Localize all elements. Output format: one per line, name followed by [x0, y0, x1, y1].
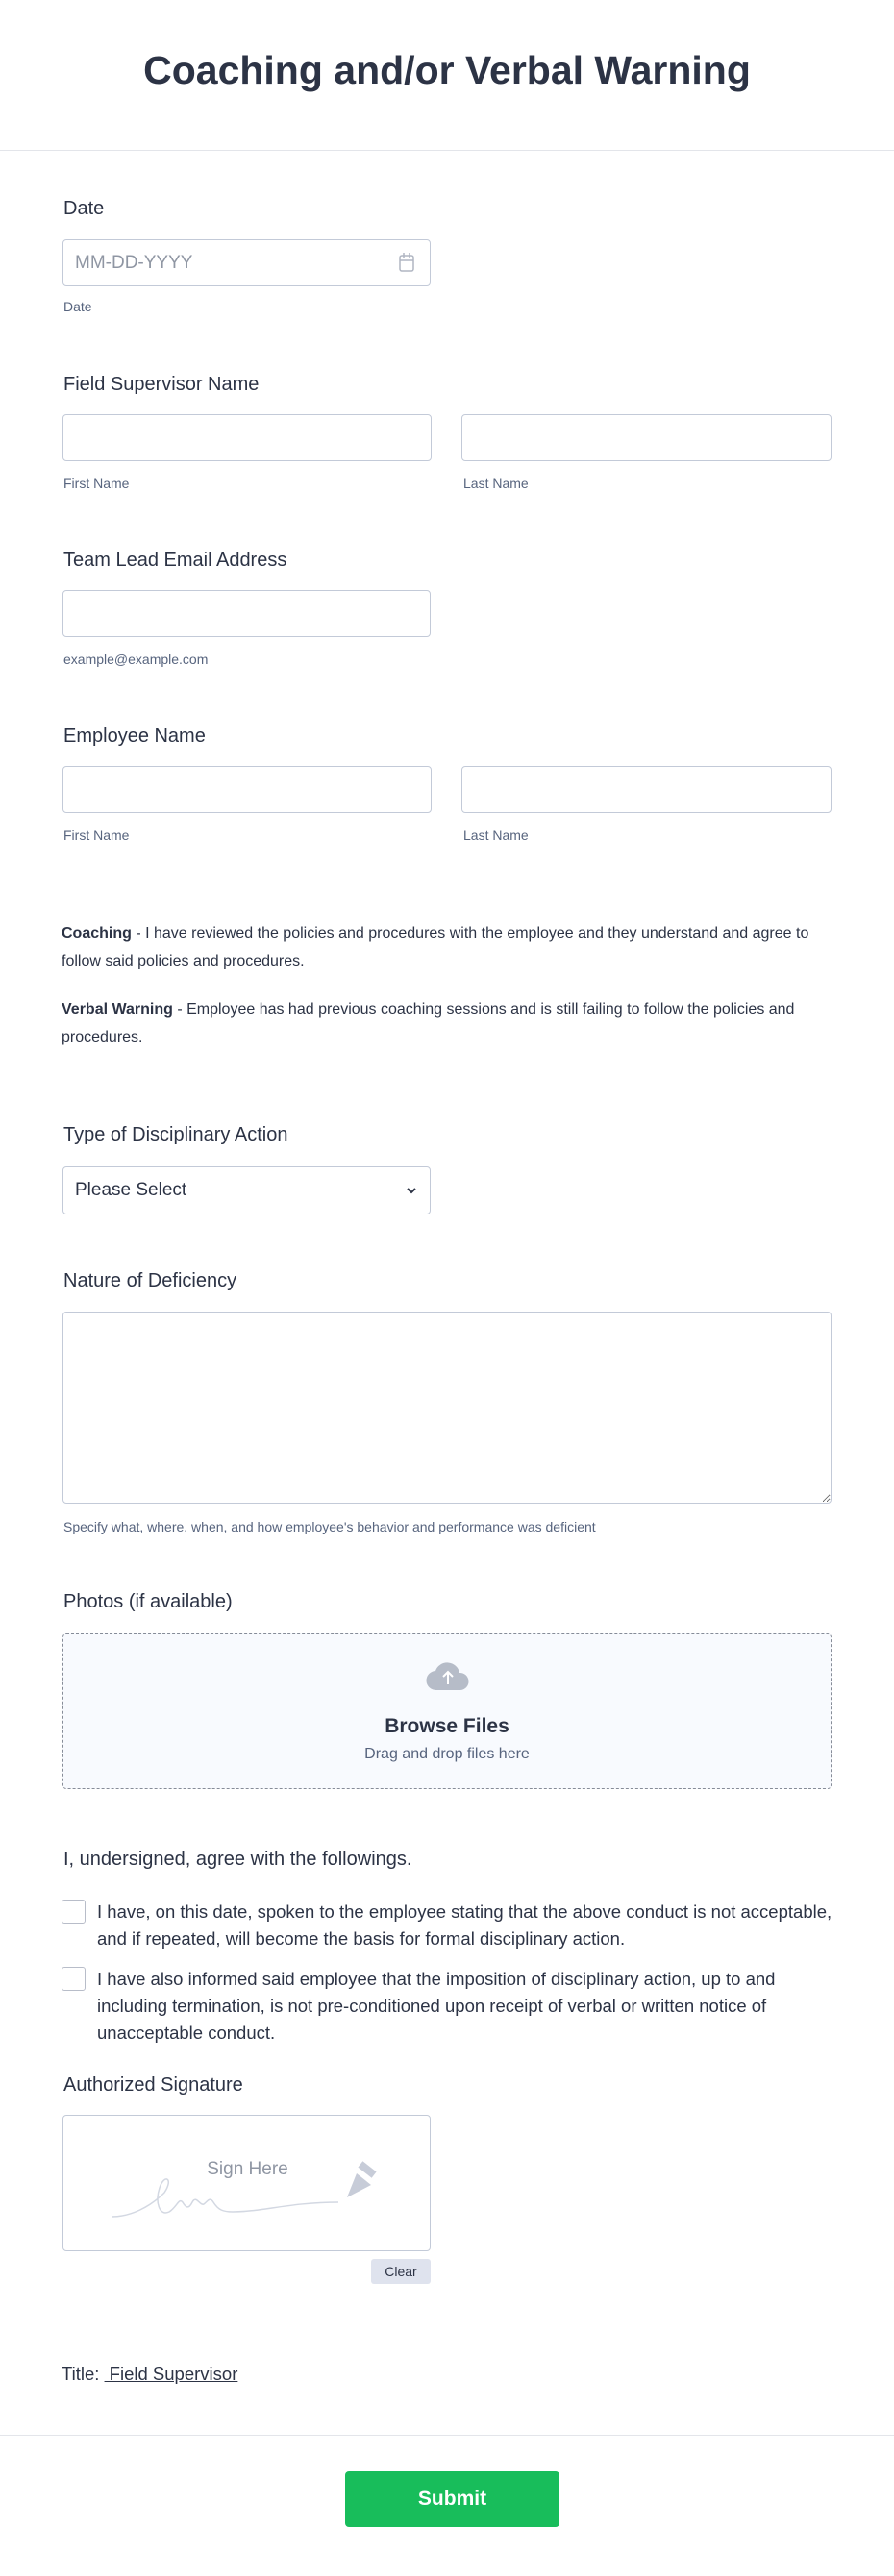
agree-option-1: I have, on this date, spoken to the employee stating that the above conduct is not acceptable, and if repeated, will become the basis for formal disciplinary action. [97, 1901, 832, 1949]
agree-checkbox-1[interactable] [62, 1900, 86, 1924]
clear-signature-button[interactable]: Clear [371, 2259, 431, 2284]
date-label: Date [63, 198, 105, 219]
first-name-sublabel: First Name [63, 827, 130, 843]
employee-first-name-input[interactable] [62, 766, 432, 813]
title-value: Field Supervisor [104, 2364, 238, 2384]
deficiency-textarea[interactable] [62, 1312, 832, 1504]
page-title: Coaching and/or Verbal Warning [143, 48, 751, 92]
first-name-sublabel: First Name [63, 476, 130, 491]
email-input[interactable] [62, 590, 431, 637]
signature-label: Authorized Signature [63, 2074, 243, 2096]
action-select[interactable] [62, 1166, 431, 1214]
footer-divider [0, 2435, 894, 2436]
browse-files-button[interactable]: Browse Files [385, 1715, 509, 1737]
supervisor-last-name-input[interactable] [461, 414, 832, 461]
submit-button[interactable]: Submit [345, 2471, 559, 2527]
coaching-description [62, 920, 831, 975]
agree-label: I, undersigned, agree with the followings. [63, 1849, 412, 1870]
coaching-term: Coaching [62, 925, 132, 942]
file-dropzone[interactable] [62, 1633, 832, 1789]
verbal-warning-description [62, 995, 831, 1051]
chevron-down-icon [405, 1186, 418, 1195]
employee-label: Employee Name [63, 725, 206, 747]
email-label: Team Lead Email Address [63, 550, 287, 571]
coaching-text: - I have reviewed the policies and procedures with the employee and they understand and agree to follow said policies and procedures. [62, 925, 809, 969]
cloud-upload-icon [425, 1659, 471, 1692]
calendar-icon[interactable] [398, 252, 415, 273]
agree-option-2: I have also informed said employee that the imposition of disciplinary action, up to and including termination, is not pre-conditioned upon receipt of verbal or written notice of unacceptable conduct. [97, 1969, 776, 2043]
signature-pad[interactable] [62, 2115, 431, 2251]
date-input[interactable] [62, 239, 431, 286]
employee-last-name-input[interactable] [461, 766, 832, 813]
signature-squiggle-icon [107, 2154, 385, 2226]
drag-drop-hint: Drag and drop files here [364, 1746, 530, 1762]
supervisor-label: Field Supervisor Name [63, 374, 260, 395]
header-divider [0, 150, 894, 151]
last-name-sublabel: Last Name [463, 476, 529, 491]
verbal-warning-term: Verbal Warning [62, 1001, 173, 1018]
last-name-sublabel: Last Name [463, 827, 529, 843]
date-sublabel: Date [63, 299, 92, 314]
email-sublabel: example@example.com [63, 651, 209, 667]
agree-checkbox-2[interactable] [62, 1967, 86, 1991]
sign-here-placeholder: Sign Here [207, 2159, 288, 2179]
title-label: Title: [62, 2364, 105, 2384]
supervisor-first-name-input[interactable] [62, 414, 432, 461]
action-label: Type of Disciplinary Action [63, 1124, 288, 1145]
deficiency-sublabel: Specify what, where, when, and how employee's behavior and performance was deficient [63, 1519, 596, 1534]
action-selected-value: Please Select [75, 1180, 187, 1200]
title-field [62, 2364, 237, 2385]
verbal-warning-text: - Employee has had previous coaching sessions and is still failing to follow the policies and procedures. [62, 1001, 795, 1045]
photos-label: Photos (if available) [63, 1591, 233, 1612]
deficiency-label: Nature of Deficiency [63, 1270, 237, 1291]
